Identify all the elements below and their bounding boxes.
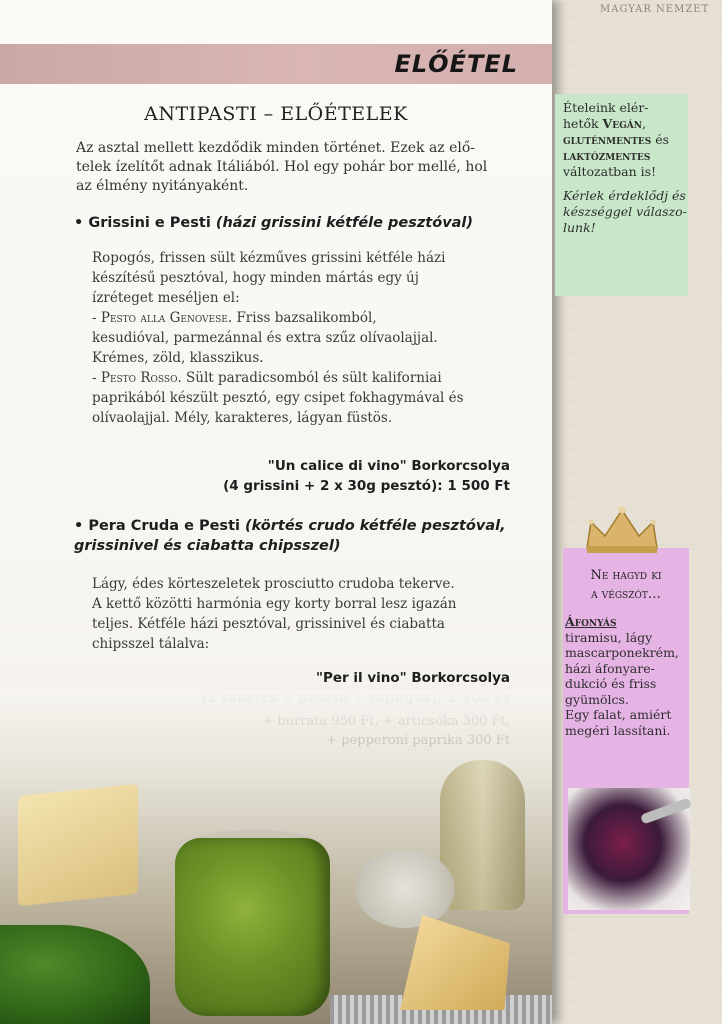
item-subtitle: grissinivel és ciabatta chipsszel) [74, 538, 341, 554]
heading-line: Ne hagyd ki [590, 568, 662, 583]
note-line [563, 132, 687, 148]
desc-line: ízréteget meséljen el: [92, 290, 240, 306]
item-title-pera-cruda [74, 516, 506, 556]
note-line [563, 148, 687, 164]
heading-line: a végszót… [591, 587, 661, 602]
intro-line: Az asztal mellett kezdődik minden történet. Ezek az elő- [76, 140, 476, 156]
note-line: készséggel válaszo- [563, 204, 687, 219]
item-description-grissini [92, 248, 512, 428]
item-description-pera-cruda [92, 574, 512, 654]
desc-line: készítésű pesztóval, hogy minden mártás egy új [92, 270, 419, 286]
dessert-description [565, 614, 689, 738]
dash: - [92, 370, 101, 386]
note-line [563, 116, 687, 132]
desc-line [92, 308, 512, 328]
dessert-line: tiramisu, lágy [565, 629, 653, 645]
note-line: Ételeink elér- [563, 100, 649, 115]
jar-lid-image [355, 850, 455, 928]
desc-line: Lágy, édes körteszeletek prosciutto crudoba tekerve. [92, 576, 455, 592]
price-label: "Per il vino" Borkorcsolya [315, 670, 510, 686]
dessert-line: megéri lassítani. [565, 722, 671, 738]
price-label: "Un calice di vino" Borkorcsolya [267, 458, 510, 474]
dash: - [92, 310, 101, 326]
dessert-heading [563, 566, 689, 604]
desc-line [92, 368, 512, 388]
pesto-jar-image [175, 838, 330, 1016]
intro-line: az élmény nyitányaként. [76, 178, 249, 194]
item-name: • Pera Cruda e Pesti [74, 518, 240, 534]
desc-line: chipsszel tálalva: [92, 636, 210, 652]
parmesan-block-image [18, 784, 138, 907]
gluten-free-label: gluténmentes [563, 132, 652, 147]
desc-line: Ropogós, frissen sült kézműves grissini kétféle házi [92, 250, 446, 266]
pesto-rosso-name: Pesto Rosso [100, 370, 178, 386]
desc-line: A kettő közötti harmónia egy korty borral lesz igazán [92, 596, 457, 612]
desc-line: paprikából készült pesztó, egy csipet fokhagymával és [92, 390, 464, 406]
desc-line: teljes. Kétféle házi pesztóval, grissinivel és ciabatta [92, 616, 445, 632]
intro-line: telek ízelítőt adnak Itáliából. Hol egy pohár bor mellé, hol [76, 159, 488, 175]
desc-text: . Sült paradicsomból és sült kaliforniai [177, 370, 442, 386]
spacer [563, 180, 687, 188]
note-text: , [642, 116, 646, 131]
page-title: ELŐÉTEL [394, 50, 518, 78]
price-grissini [223, 456, 510, 496]
dessert-line: Egy falat, amiért [565, 707, 672, 722]
dessert-line: dukció és friss [565, 676, 657, 691]
dessert-line: mascarponekrém, [565, 645, 679, 660]
vegan-label: Vegán [602, 116, 643, 131]
item-subtitle: (körtés crudo kétféle pesztóval, [245, 518, 506, 534]
item-title-grissini [74, 213, 473, 233]
note-line: változatban is! [563, 164, 657, 179]
dietary-options-text [563, 100, 687, 236]
section-title: ANTIPASTI – ELŐÉTELEK [144, 103, 408, 125]
dessert-line: gyümölcs. [565, 691, 629, 707]
desc-line: kesudióval, parmezánnal és extra szűz olívaolajjal. [92, 330, 438, 346]
item-title-line [74, 516, 506, 536]
note-line: lunk! [563, 220, 596, 235]
newspaper-masthead-text: MAGYAR NEMZET [600, 4, 710, 15]
intro-paragraph [76, 139, 516, 196]
crown-icon [581, 504, 663, 556]
pesto-genovese-name: Pesto alla Genovese [100, 310, 228, 326]
desc-line: Krémes, zöld, klasszikus. [92, 350, 264, 366]
item-subtitle: (házi grissini kétféle pesztóval) [215, 215, 474, 231]
price-value: (4 grissini + 2 x 30g pesztó): 1 500 Ft [223, 478, 510, 494]
desc-line: olívaolajjal. Mély, karakteres, lágyan füstös. [92, 410, 393, 426]
note-line: Kérlek érdeklődj és [563, 188, 686, 203]
dessert-name: Áfonyás [565, 614, 617, 629]
desc-text: . Friss bazsalikomból, [227, 310, 377, 326]
note-text: és [651, 132, 670, 147]
item-name: • Grissini e Pesti [74, 215, 211, 231]
dessert-line: házi áfonyare- [565, 660, 655, 676]
lactose-free-label: laktózmentes [563, 148, 651, 163]
note-text: hetők [563, 116, 603, 131]
